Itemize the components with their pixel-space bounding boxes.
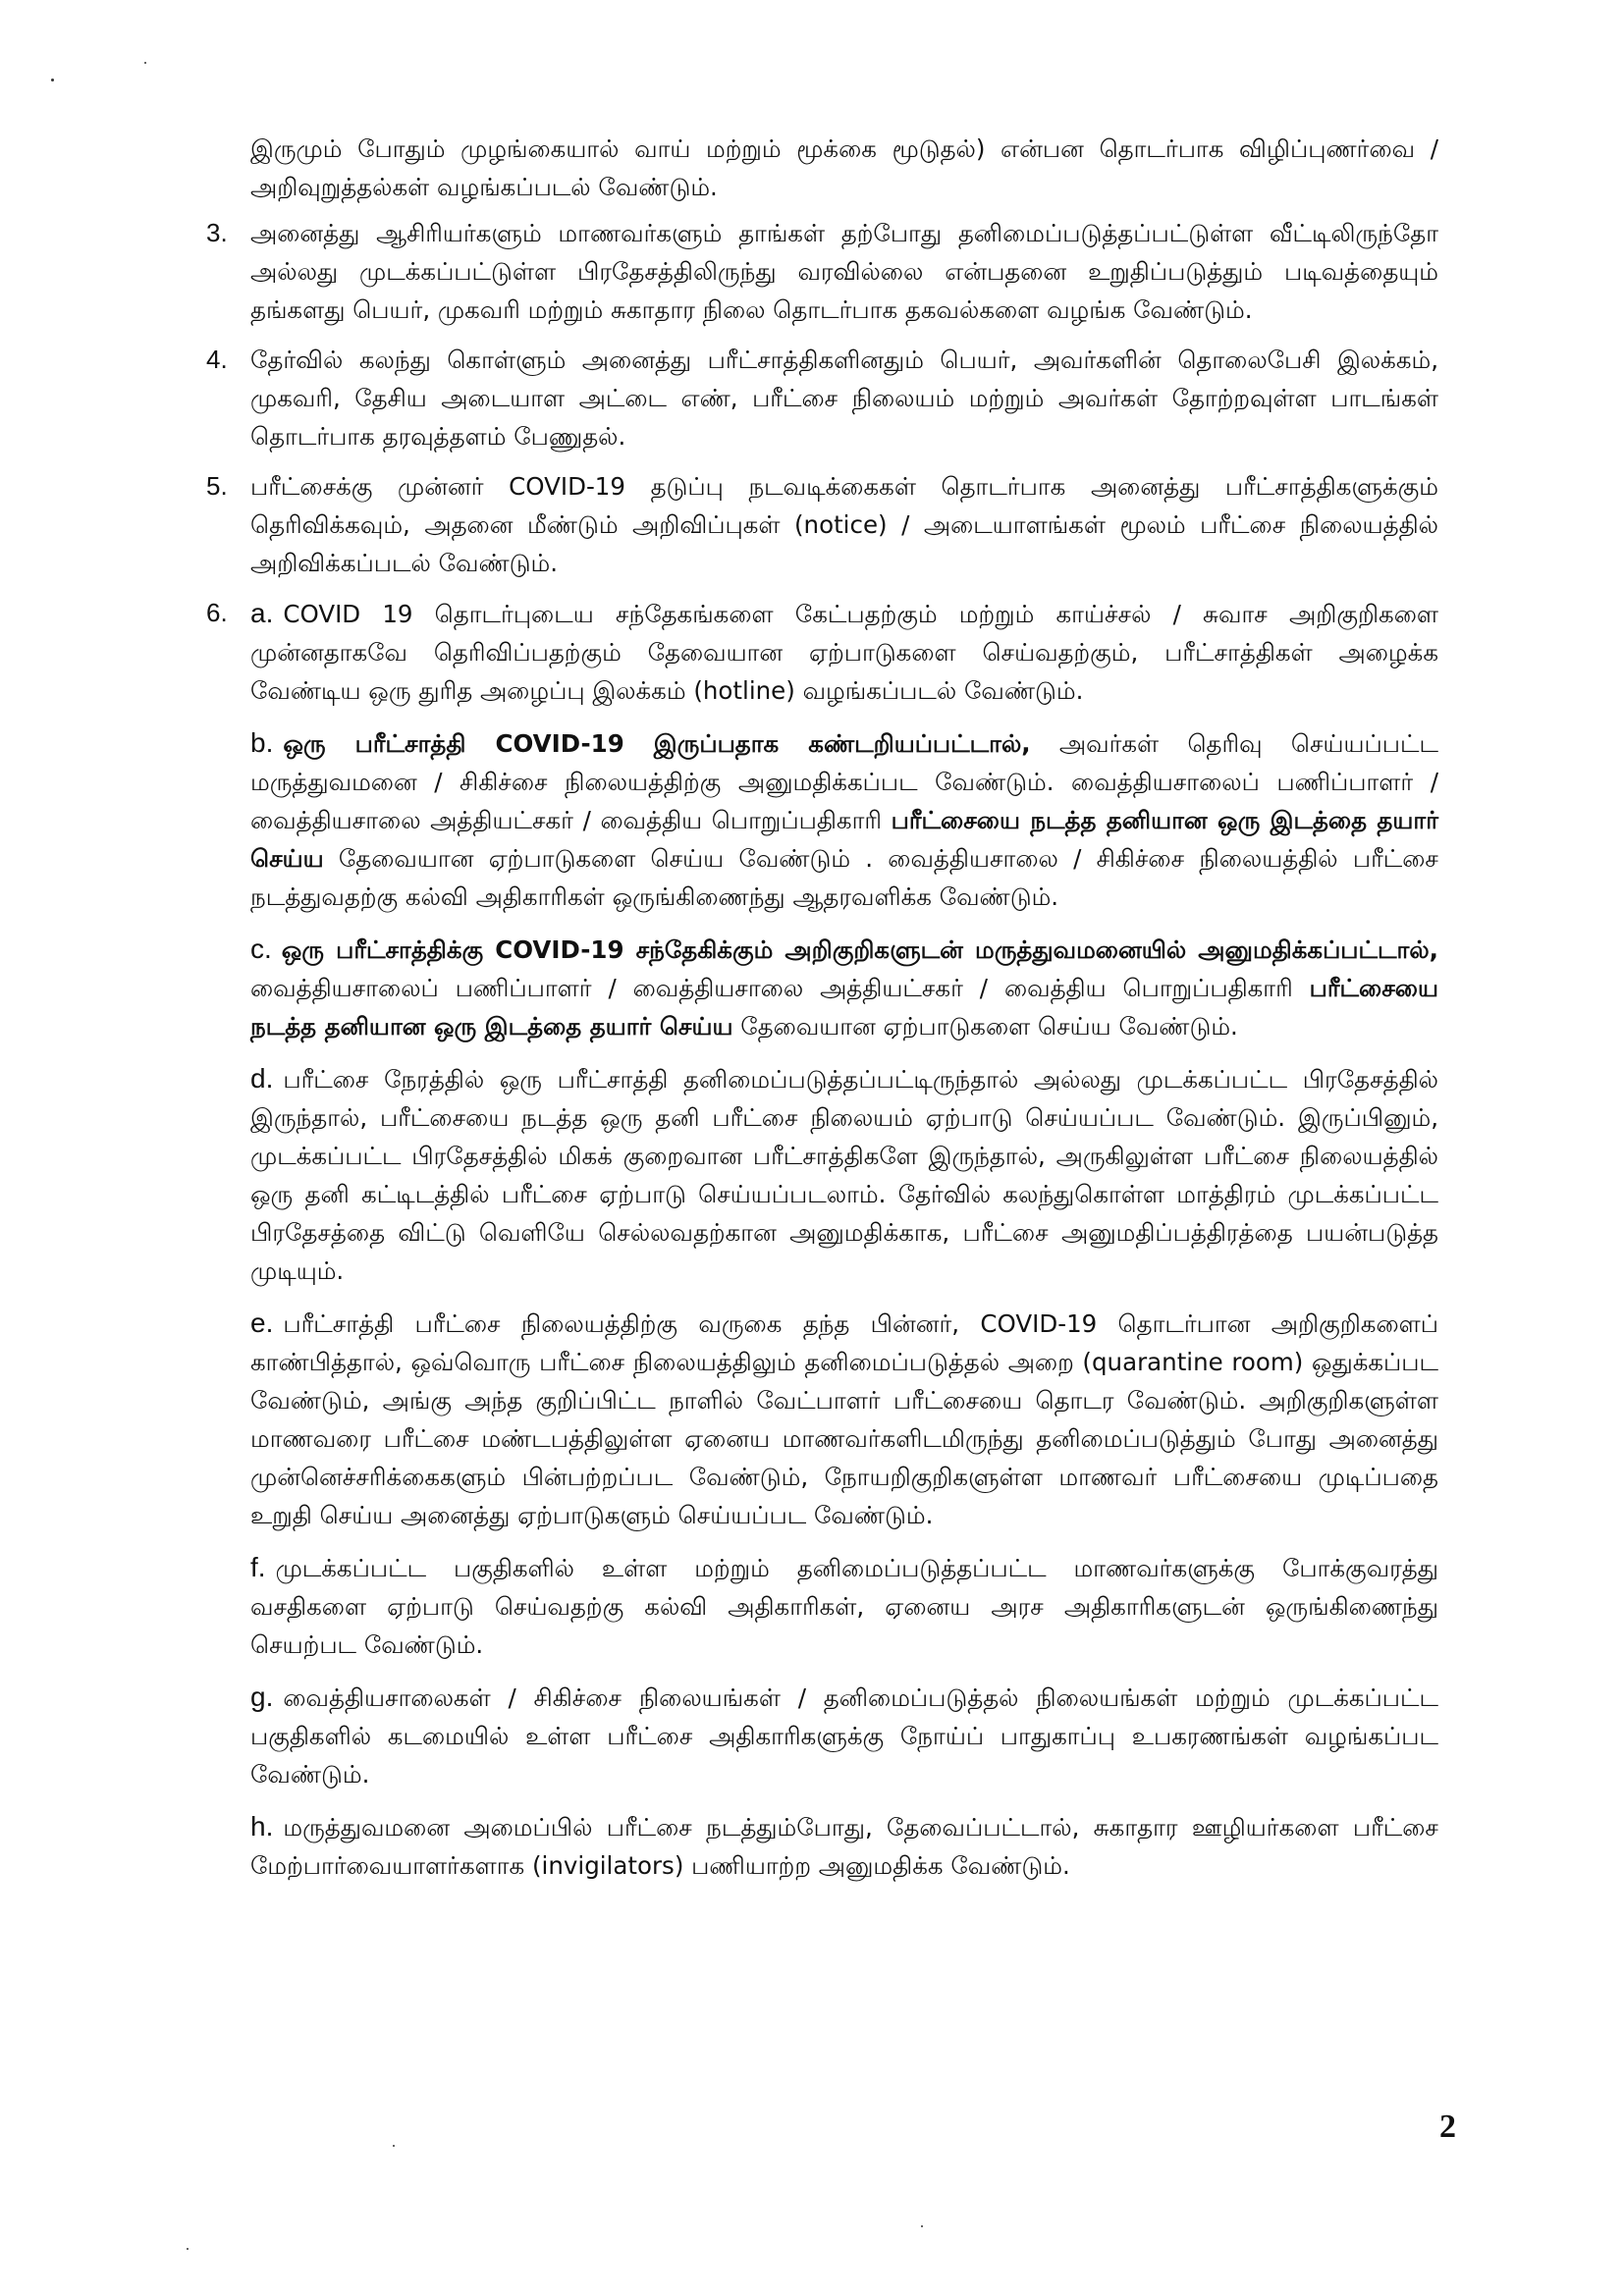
sub-text: மருத்துவமனை அமைப்பில் பரீட்சை நடத்தும்போது, தேவைப்பட்டால், சுகாதார ஊழியர்களை பரீட்சை மேற்பார்வையாளர்களாக (invigilators) பணியாற்ற அனுமதிக்க வேண்டும். — [250, 1813, 1438, 1880]
scan-speck — [144, 62, 146, 64]
scan-speck — [921, 2225, 923, 2227]
scan-speck — [51, 79, 54, 81]
intro-paragraph: இருமும் போதும் முழங்கையால் வாய் மற்றும் மூக்கை மூடுதல்) என்பன தொடர்பாக விழிப்புணர்வை / அறிவுறுத்தல்கள் வழங்கப்படல் வேண்டும். — [250, 134, 1438, 201]
sub-item-f — [250, 1548, 1438, 1664]
sub-text: வைத்தியசாலைகள் / சிகிச்சை நிலையங்கள் / தனிமைப்படுத்தல் நிலையங்கள் மற்றும் முடக்கப்பட்ட பகுதிகளில் கடமையில் உள்ள பரீட்சை அதிகாரிகளுக்கு நோய்ப் பாதுகாப்பு உபகரணங்கள் வழங்கப்பட வேண்டும். — [250, 1683, 1438, 1789]
sub-item-d — [250, 1059, 1438, 1290]
sub-item-a — [250, 594, 1438, 710]
sub-item-e — [250, 1304, 1438, 1534]
sub-text: அவர்கள் தெரிவு செய்யப்பட்ட மருத்துவமனை / சிகிச்சை நிலையத்திற்கு அனுமதிக்கப்பட வேண்டும். வைத்தியசாலைப் பணிப்பாளர் / வைத்தியசாலை அத்தியட்சகர் / வைத்திய பொறுப்பதிகாரி — [250, 729, 1438, 834]
sub-letter: f. — [250, 1552, 266, 1582]
sub-bold-text: ஒரு பரீட்சாத்தி COVID-19 இருப்பதாக கண்டறியப்பட்டால், — [283, 729, 1031, 758]
sub-item-b — [250, 723, 1438, 916]
sub-letter: e. — [250, 1308, 274, 1338]
scan-speck — [187, 2248, 189, 2250]
list-item-6 — [206, 594, 1438, 1885]
page-number: 2 — [1439, 2109, 1456, 2145]
sub-letter: g. — [250, 1682, 274, 1712]
sub-bold-text: பரீட்சையை நடத்த தனியான ஒரு இடத்தை தயார் செய்ய — [250, 974, 1438, 1041]
sub-item-h — [250, 1807, 1438, 1885]
sub-text: வைத்தியசாலைப் பணிப்பாளர் / வைத்தியசாலை அத்தியட்சகர் / வைத்திய பொறுப்பதிகாரி — [250, 974, 1310, 1002]
sub-letter: d. — [250, 1063, 274, 1094]
list-item-text: தேர்வில் கலந்து கொள்ளும் அனைத்து பரீட்சாத்திகளினதும் பெயர், அவர்களின் தொலைபேசி இலக்கம், முகவரி, தேசிய அடையாள அட்டை எண், பரீட்சை நிலையம் மற்றும் அவர்கள் தோற்றவுள்ள பாடங்கள் தொடர்பாக தரவுத்தளம் பேணுதல். — [250, 346, 1438, 451]
sub-letter: c. — [250, 934, 272, 964]
sub-letter: a. — [250, 598, 274, 628]
sub-text: பரீட்சை நேரத்தில் ஒரு பரீட்சாத்தி தனிமைப்படுத்தப்பட்டிருந்தால் அல்லது முடக்கப்பட்ட பிரதேசத்தில் இருந்தால், பரீட்சையை நடத்த ஒரு தனி பரீட்சை நிலையம் ஏற்பாடு செய்யப்பட வேண்டும். இருப்பினும், முடக்கப்பட்ட பிரதேசத்தில் மிகக் குறைவான பரீட்சாத்திகளே இருந்தால், அருகிலுள்ள பரீட்சை நிலையத்தில் ஒரு தனி கட்டிடத்தில் பரீட்சை ஏற்பாடு செய்யப்படலாம். தேர்வில் கலந்துகொள்ள மாத்திரம் முடக்கப்பட்ட பிரதேசத்தை விட்டு வெளியே செல்லவதற்கான அனுமதிக்காக, பரீட்சை அனுமதிப்பத்திரத்தை பயன்படுத்த முடியும். — [250, 1065, 1438, 1285]
list-number: 3. — [206, 218, 228, 247]
sub-bold-text: பரீட்சையை நடத்த தனியான ஒரு இடத்தை தயார் செய்ய — [250, 806, 1438, 873]
sub-letter: b. — [250, 727, 274, 758]
sub-bold-text: ஒரு பரீட்சாத்திக்கு COVID-19 சந்தேகிக்கும் அறிகுறிகளுடன் மருத்துவமனையில் அனுமதிக்கப்பட்டால், — [281, 935, 1438, 964]
list-item-5 — [206, 467, 1438, 582]
sub-text: தேவையான ஏற்பாடுகளை செய்ய வேண்டும். — [732, 1012, 1238, 1041]
list-number: 6. — [206, 598, 228, 627]
list-number: 5. — [206, 471, 228, 501]
document-body — [206, 130, 1438, 1898]
list-item-text: அனைத்து ஆசிரியர்களும் மாணவர்களும் தாங்கள் தற்போது தனிமைப்படுத்தப்பட்டுள்ள வீட்டிலிருந்தோ அல்லது முடக்கப்பட்டுள்ள பிரதேசத்திலிருந்து வரவில்லை என்பதனை உறுதிப்படுத்தும் படிவத்தையும் தங்களது பெயர், முகவரி மற்றும் சுகாதார நிலை தொடர்பாக தகவல்களை வழங்க வேண்டும். — [250, 219, 1438, 324]
sub-item-g — [250, 1678, 1438, 1793]
list-number: 4. — [206, 345, 228, 374]
scan-speck — [393, 2145, 395, 2147]
list-item-3 — [206, 214, 1438, 329]
sub-letter: h. — [250, 1811, 274, 1842]
list-item-text: பரீட்சைக்கு முன்னர் COVID-19 தடுப்பு நடவடிக்கைகள் தொடர்பாக அனைத்து பரீட்சாத்திகளுக்கும் தெரிவிக்கவும், அதனை மீண்டும் அறிவிப்புகள் (notice) / அடையாளங்கள் மூலம் பரீட்சை நிலையத்தில் அறிவிக்கப்படல் வேண்டும். — [250, 472, 1438, 577]
sub-text: தேவையான ஏற்பாடுகளை செய்ய வேண்டும் . வைத்தியசாலை / சிகிச்சை நிலையத்தில் பரீட்சை நடத்துவதற்கு கல்வி அதிகாரிகள் ஒருங்கிணைந்து ஆதரவளிக்க வேண்டும். — [250, 844, 1438, 911]
sub-text: முடக்கப்பட்ட பகுதிகளில் உள்ள மற்றும் தனிமைப்படுத்தப்பட்ட மாணவர்களுக்கு போக்குவரத்து வசதிகளை ஏற்பாடு செய்வதற்கு கல்வி அதிகாரிகள், ஏனைய அரச அதிகாரிகளுடன் ஒருங்கிணைந்து செயற்பட வேண்டும். — [250, 1554, 1438, 1659]
sub-text: பரீட்சாத்தி பரீட்சை நிலையத்திற்கு வருகை தந்த பின்னர், COVID-19 தொடர்பான அறிகுறிகளைப் காண்பித்தால், ஒவ்வொரு பரீட்சை நிலையத்திலும் தனிமைப்படுத்தல் அறை (quarantine room) ஒதுக்கப்பட வேண்டும், அங்கு அந்த குறிப்பிட்ட நாளில் வேட்பாளர் பரீட்சையை தொடர வேண்டும். அறிகுறிகளுள்ள மாணவரை பரீட்சை மண்டபத்திலுள்ள ஏனைய மாணவர்களிடமிருந்து தனிமைப்படுத்தும் போது அனைத்து முன்னெச்சரிக்கைகளும் பின்பற்றப்பட வேண்டும், நோயறிகுறிகளுள்ள மாணவர் பரீட்சையை முடிப்பதை உறுதி செய்ய அனைத்து ஏற்பாடுகளும் செய்யப்பட வேண்டும். — [250, 1309, 1438, 1529]
list-item-4 — [206, 341, 1438, 455]
sub-text: COVID 19 தொடர்புடைய சந்தேகங்களை கேட்பதற்கும் மற்றும் காய்ச்சல் / சுவாச அறிகுறிகளை முன்னதாகவே தெரிவிப்பதற்கும் தேவையான ஏற்பாடுகளை செய்வதற்கும், பரீட்சாத்திகள் அழைக்க வேண்டிய ஒரு துரித அழைப்பு இலக்கம் (hotline) வழங்கப்படல் வேண்டும். — [250, 600, 1438, 705]
sub-items — [250, 594, 1438, 1885]
sub-item-c — [250, 930, 1438, 1045]
